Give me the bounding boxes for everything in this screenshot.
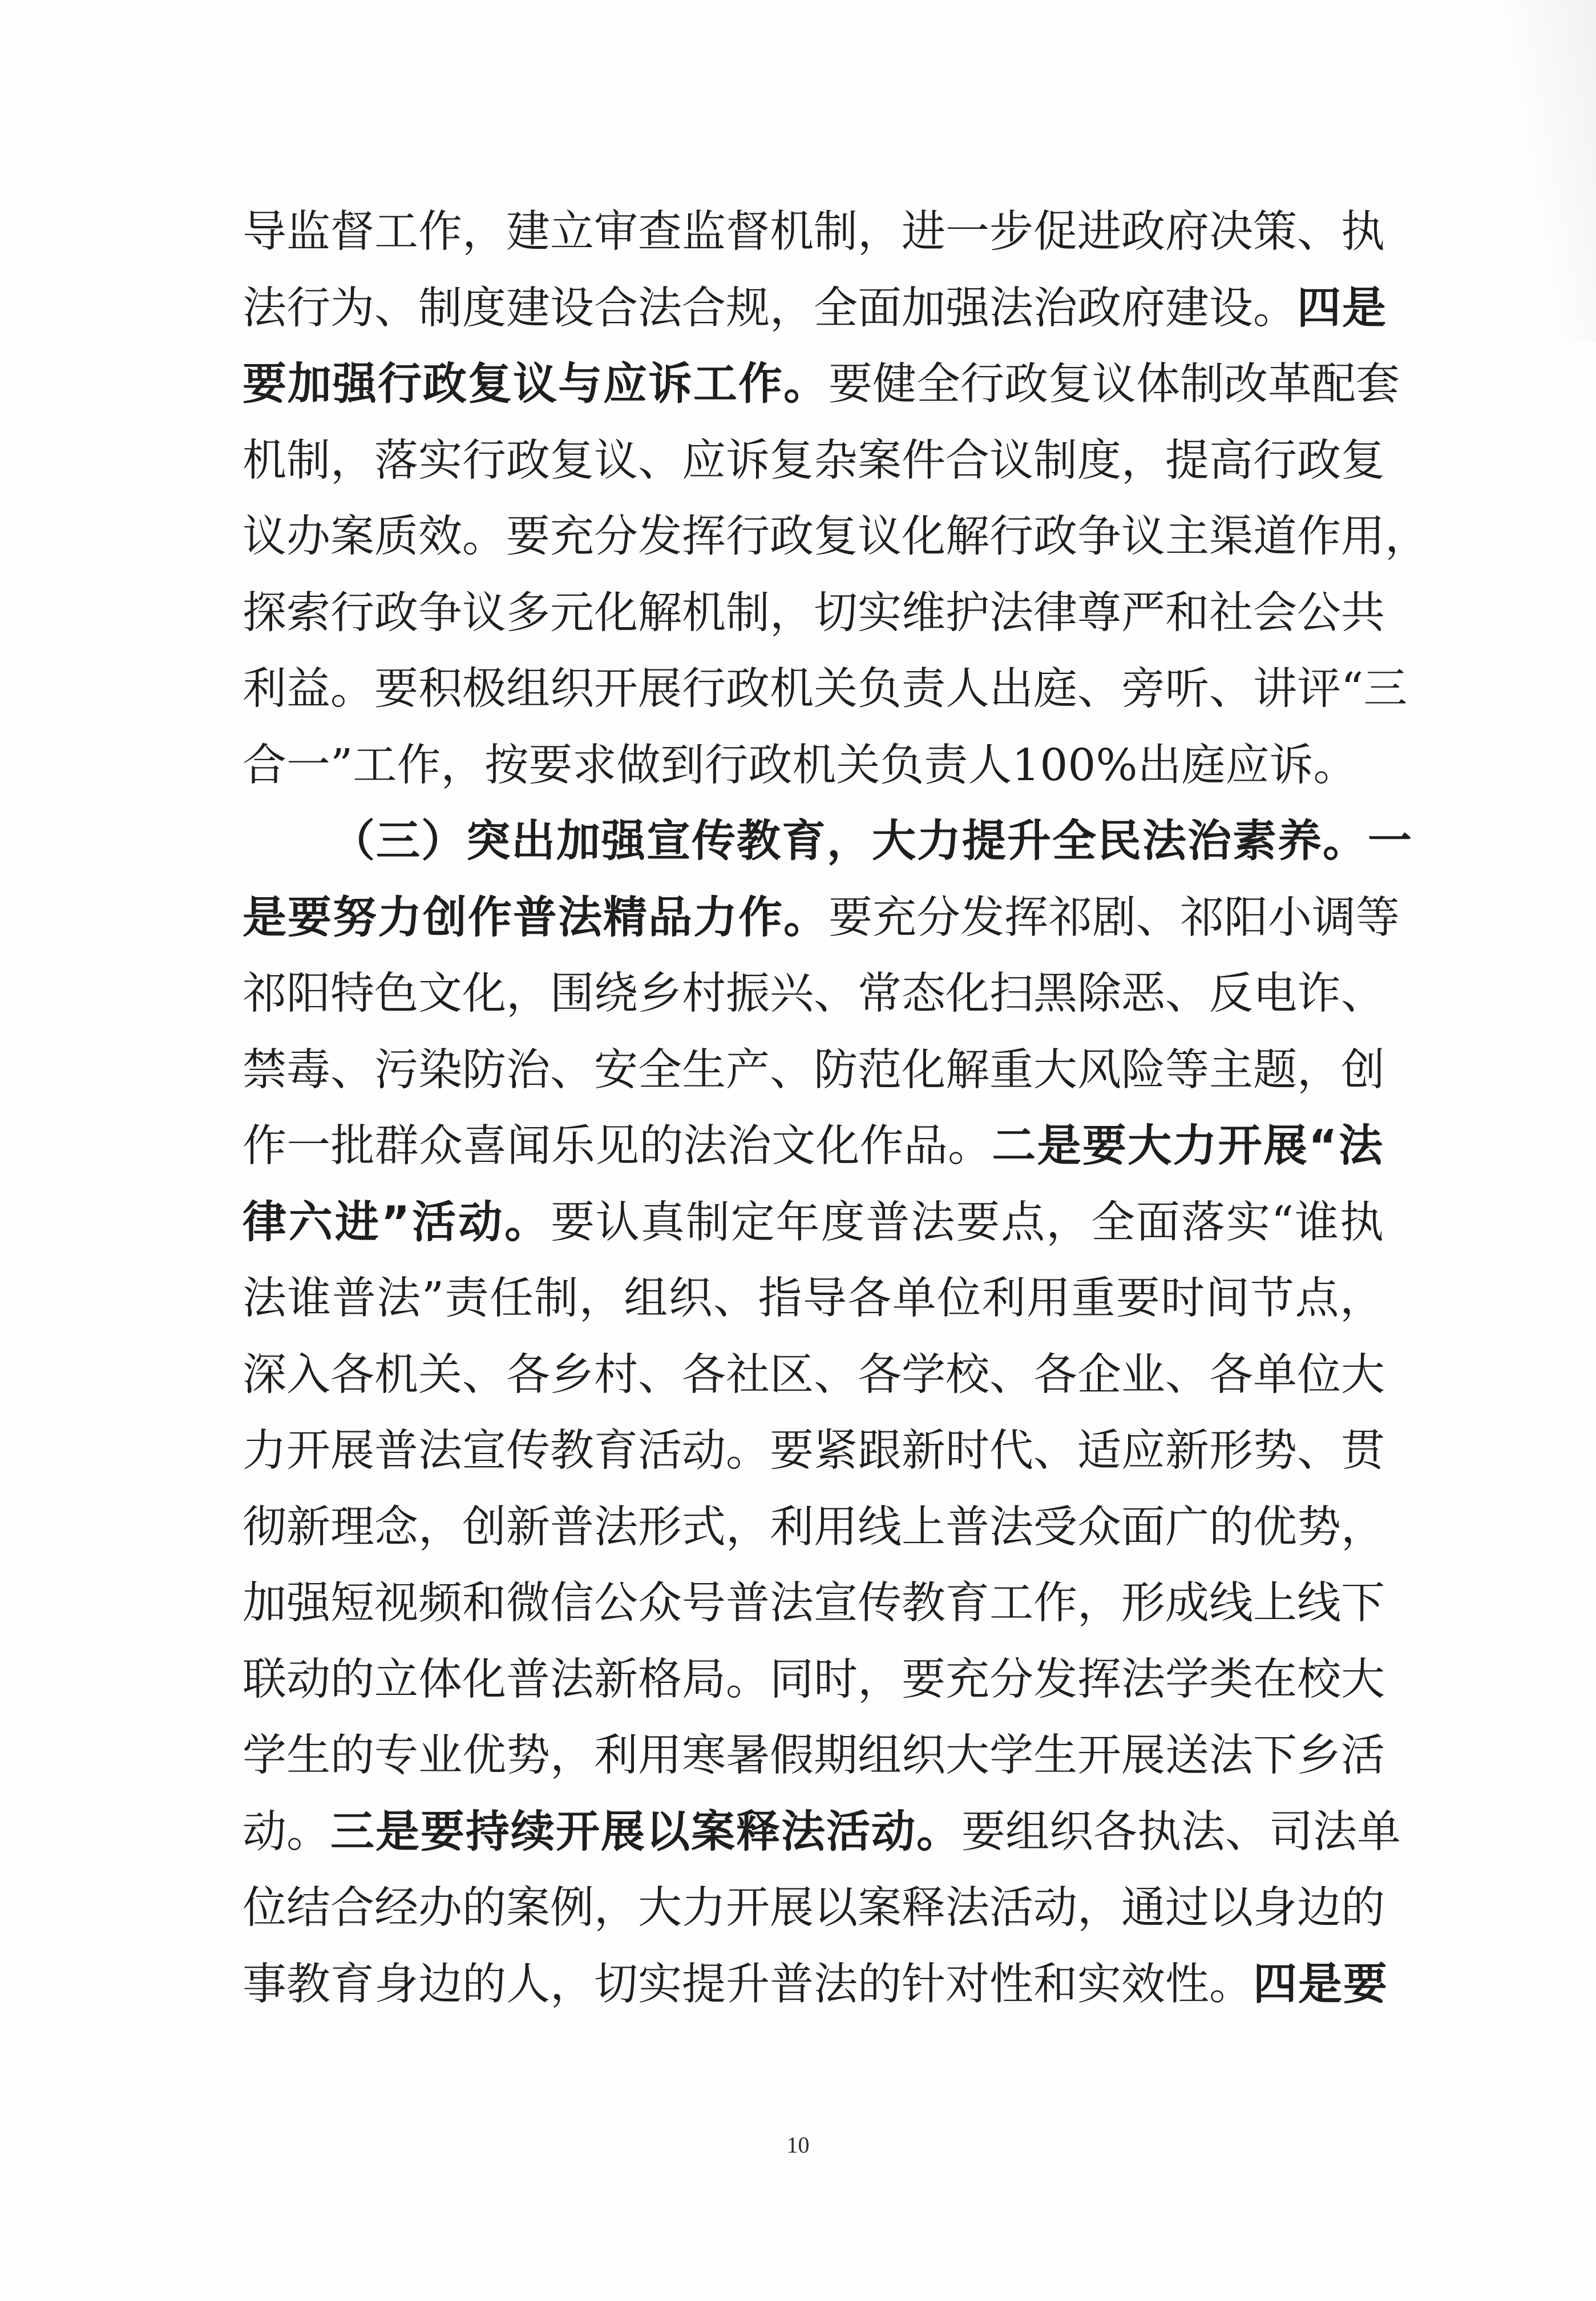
text-line-3 bbox=[243, 346, 1400, 423]
text-run: 要组织各执法、司法单 bbox=[961, 1806, 1401, 1858]
bold-run: 律六进”活动。 bbox=[243, 1197, 551, 1248]
text-run: 议办案质效。要充分发挥行政复议化解行政争议主渠道作用， bbox=[243, 511, 1429, 562]
text-line-17 bbox=[243, 1413, 1384, 1489]
bold-run: 要加强行政复议与应诉工作。 bbox=[243, 359, 829, 410]
text-line-23 bbox=[243, 1870, 1384, 1947]
text-run: 合一”工作，按要求做到行政机关负责人100%出庭应诉。 bbox=[243, 740, 1357, 791]
text-line-22 bbox=[243, 1794, 1401, 1871]
text-line-4 bbox=[243, 423, 1384, 499]
text-line-11 bbox=[243, 956, 1384, 1032]
text-line-20 bbox=[243, 1642, 1384, 1718]
text-line-12 bbox=[243, 1032, 1384, 1109]
text-line-14 bbox=[243, 1185, 1384, 1261]
bold-run: 三是要持续开展以案释法活动。 bbox=[330, 1806, 961, 1858]
text-run: 位结合经办的案例，大力开展以案释法活动，通过以身边的 bbox=[243, 1883, 1385, 1933]
text-run: 利益。要积极组织开展行政机关负责人出庭、旁听、讲评“三 bbox=[243, 664, 1408, 714]
body-text bbox=[243, 194, 1429, 2023]
text-line-1 bbox=[243, 194, 1384, 271]
page-number: 10 bbox=[786, 2132, 810, 2158]
text-line-10 bbox=[243, 880, 1400, 956]
bold-run: 是要努力创作普法精品力作。 bbox=[243, 892, 829, 943]
bold-run: 二是要大力开展“法 bbox=[992, 1121, 1384, 1172]
text-run: 导监督工作，建立审查监督机制，进一步促进政府决策、执 bbox=[243, 207, 1385, 257]
text-line-8 bbox=[243, 728, 1384, 804]
text-run: 加强短视频和微信公众号普法宣传教育工作，形成线上线下 bbox=[243, 1578, 1385, 1629]
section-heading: （三）突出加强宣传教育，大力提升全民法治素养。一 bbox=[331, 816, 1413, 867]
text-run: 联动的立体化普法新格局。同时，要充分发挥法学类在校大 bbox=[243, 1654, 1385, 1705]
text-run: 要充分发挥祁剧、祁阳小调等 bbox=[829, 892, 1400, 943]
text-run: 探索行政争议多元化解机制，切实维护法律尊严和社会公共 bbox=[243, 587, 1385, 639]
text-run: 学生的专业优势，利用寒暑假期组织大学生开展送法下乡活 bbox=[243, 1730, 1385, 1781]
bold-run: 四是 bbox=[1297, 282, 1387, 334]
bold-run: 四是要 bbox=[1253, 1959, 1388, 2010]
text-line-18 bbox=[243, 1489, 1384, 1566]
text-run: 祁阳特色文化，围绕乡村振兴、常态化扫黑除恶、反电诈、 bbox=[243, 968, 1385, 1019]
text-line-6 bbox=[243, 575, 1384, 652]
text-line-2 bbox=[243, 271, 1387, 347]
text-line-5 bbox=[243, 499, 1429, 575]
text-line-21 bbox=[243, 1718, 1384, 1794]
page-corner-shadow bbox=[1470, 0, 1596, 342]
text-run: 法谁普法”责任制，组织、指导各单位利用重要时间节点， bbox=[243, 1273, 1384, 1324]
text-line-15 bbox=[243, 1261, 1384, 1337]
text-line-16 bbox=[243, 1337, 1384, 1414]
text-run: 力开展普法宣传教育活动。要紧跟新时代、适应新形势、贯 bbox=[243, 1426, 1385, 1476]
text-run: 机制，落实行政复议、应诉复杂案件合议制度，提高行政复 bbox=[243, 435, 1385, 486]
text-line-7 bbox=[243, 651, 1408, 728]
text-run: 禁毒、污染防治、安全生产、防范化解重大风险等主题，创 bbox=[243, 1044, 1385, 1096]
text-run: 作一批群众喜闻乐见的法治文化作品。 bbox=[243, 1121, 992, 1172]
text-run: 法行为、制度建设合法合规，全面加强法治政府建设。 bbox=[243, 282, 1297, 334]
section-heading-line bbox=[243, 804, 1413, 880]
text-run: 动。 bbox=[243, 1806, 330, 1858]
text-line-13 bbox=[243, 1108, 1384, 1185]
text-run: 事教育身边的人，切实提升普法的针对性和实效性。 bbox=[243, 1959, 1253, 2010]
text-run: 要健全行政复议体制改革配套 bbox=[829, 359, 1400, 410]
text-line-19 bbox=[243, 1565, 1384, 1642]
text-run: 彻新理念，创新普法形式，利用线上普法受众面广的优势， bbox=[243, 1501, 1385, 1553]
text-run: 深入各机关、各乡村、各社区、各学校、各企业、各单位大 bbox=[243, 1349, 1385, 1400]
text-line-24 bbox=[243, 1947, 1388, 2023]
text-run: 要认真制定年度普法要点，全面落实“谁执 bbox=[551, 1197, 1384, 1248]
